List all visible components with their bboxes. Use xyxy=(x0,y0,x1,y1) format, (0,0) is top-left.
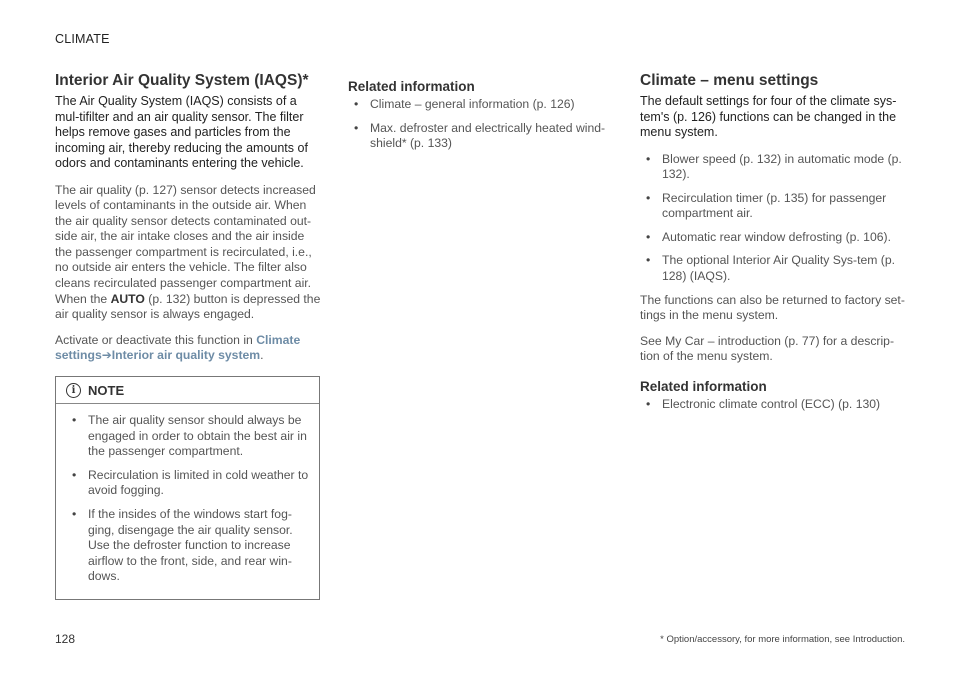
climate-menu-title: Climate – menu settings xyxy=(640,72,819,89)
related-info-list xyxy=(640,397,910,413)
note-title: NOTE xyxy=(88,383,125,399)
sensor-text-b: (p. 132) button is depressed the air quality sensor is always engaged. xyxy=(55,291,321,322)
list-item: • Recirculation is limited in cold weather to avoid fogging. xyxy=(66,468,309,499)
list-item: • Recirculation timer (p. 135) for passenger compartment air. xyxy=(640,191,910,222)
list-item: • Automatic rear window defrosting (p. 106). xyxy=(640,230,910,246)
my-car-paragraph: See My Car – introduction (p. 77) for a descrip-tion of the menu system. xyxy=(640,333,895,364)
auto-button-label: AUTO xyxy=(110,291,145,306)
related-info-heading: Related information xyxy=(640,379,767,395)
activate-text: Activate or deactivate this function in xyxy=(55,332,257,347)
note-box xyxy=(55,376,320,600)
iaqs-sensor-paragraph xyxy=(55,183,323,323)
list-item: • The optional Interior Air Quality Sys-tem (p. 128) (IAQS). xyxy=(640,253,910,284)
column-climate-menu xyxy=(640,72,910,421)
info-icon: i xyxy=(66,383,81,398)
list-item: • If the insides of the windows start fog-ging, disengage the air quality sensor. Use the defroster function to increase airflow to the front, side, and rear win-dows. xyxy=(66,507,309,585)
climate-menu-lead: The default settings for four of the climate sys-tem's (p. 126) functions can be changed in the menu system. xyxy=(640,94,897,139)
activate-text-end: . xyxy=(260,348,264,363)
column-related-info xyxy=(348,79,606,160)
section-header: CLIMATE xyxy=(55,32,110,46)
climate-settings-list xyxy=(640,152,910,285)
related-link[interactable]: • Max. defroster and electrically heated wind-shield* (p. 133) xyxy=(348,121,606,152)
menu-path-climate-settings: Climate settings xyxy=(55,332,301,363)
iaqs-title: Interior Air Quality System (IAQS)* xyxy=(55,72,309,89)
related-info-heading: Related information xyxy=(348,79,475,94)
list-item: • Blower speed (p. 132) in automatic mode (p. 132). xyxy=(640,152,910,183)
factory-settings-paragraph: The functions can also be returned to factory set-tings in the menu system. xyxy=(640,292,905,323)
footnote: * Option/accessory, for more information, see Introduction. xyxy=(660,634,905,645)
page-number: 128 xyxy=(55,632,76,646)
menu-arrow-icon: ➔ xyxy=(101,348,112,363)
iaqs-lead-paragraph: The Air Quality System (IAQS) consists of a mul-tifilter and an air quality sensor. The filter helps remove gases and particles from the incoming air, thereby reducing the amounts of odors and contaminants entering the vehicle. xyxy=(55,94,308,170)
note-header xyxy=(56,377,319,404)
column-iaqs xyxy=(55,72,323,600)
iaqs-activate-paragraph xyxy=(55,333,323,364)
menu-path-interior-air-quality: Interior air quality system xyxy=(111,348,261,363)
related-link[interactable]: • Climate – general information (p. 126) xyxy=(348,97,606,113)
note-list xyxy=(66,413,309,585)
list-item: • The air quality sensor should always be engaged in order to obtain the best air in the passenger compartment. xyxy=(66,413,309,460)
note-body xyxy=(56,404,319,599)
related-info-list xyxy=(348,97,606,152)
sensor-text-a: The air quality (p. 127) sensor detects increased levels of contaminants in the outside air. When the air quality sensor detects contaminated out-side air, the air intake closes and the air inside the passenger compartment is recirculated, i.e., no outside air enters the vehicle. The filter also cleans recirculated passenger compartment air. When the xyxy=(55,182,316,306)
related-link[interactable]: • Electronic climate control (ECC) (p. 130) xyxy=(640,397,910,413)
